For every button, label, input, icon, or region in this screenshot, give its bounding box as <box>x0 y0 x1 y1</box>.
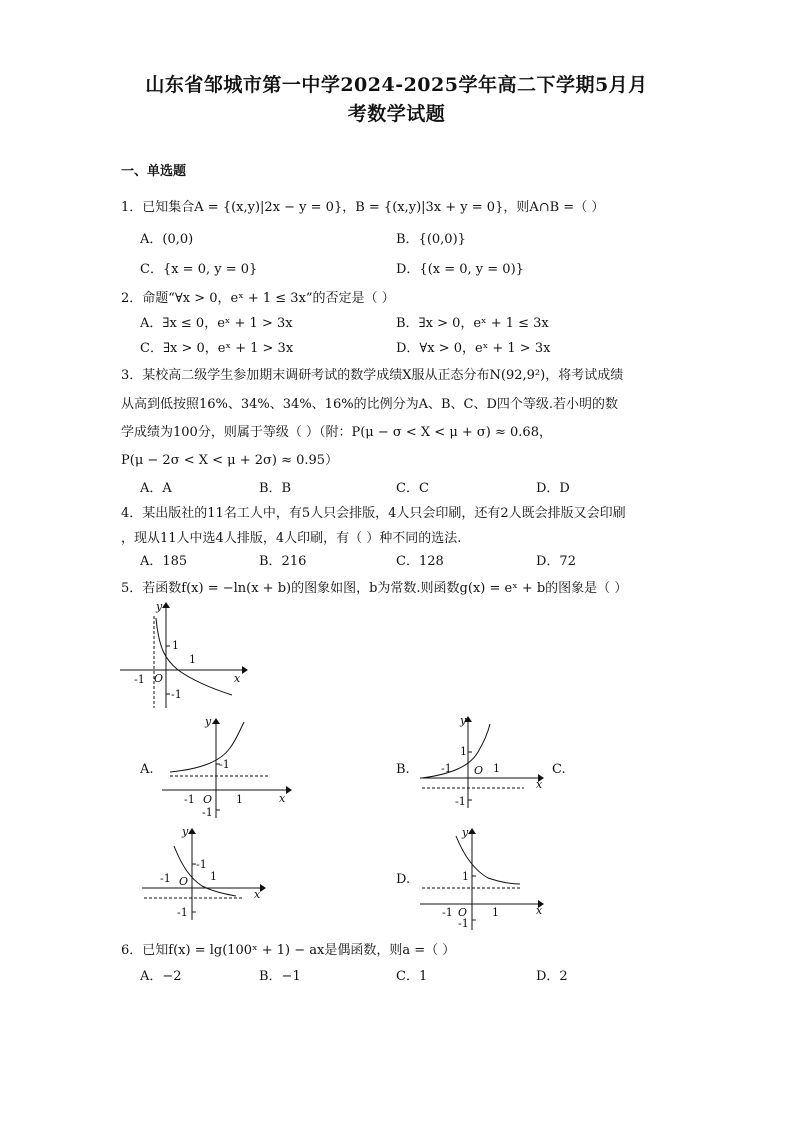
exam-title-line1: 山东省邹城市第一中学2024-2025学年高二下学期5月月 <box>145 74 648 96</box>
q2-option-b: B．∃x > 0，eˣ + 1 ≤ 3x <box>396 316 549 331</box>
q4-option-b: B．216 <box>259 554 307 569</box>
q6-option-b: B．−1 <box>259 969 301 984</box>
q5-a-y-neg-one: -1 <box>202 806 213 819</box>
q5-b-origin: O <box>474 764 484 777</box>
q5-d-y-one: 1 <box>462 870 469 883</box>
q5-d-x-neg-one: -1 <box>442 906 453 919</box>
q5-option-c-label: C. <box>552 762 566 777</box>
q5-a-x-neg-one: -1 <box>184 793 195 806</box>
q5-d-x-one: 1 <box>492 906 499 919</box>
q5-b-x-one: 1 <box>493 762 500 775</box>
q3-line4: P(μ − 2σ < X < μ + 2σ) ≈ 0.95） <box>121 453 339 468</box>
q5-option-b-graph <box>418 712 548 812</box>
q1-stem: 1．已知集合A = {(x,y)|2x − y = 0}，B = {(x,y)|3x + y = 0}，则A∩B =（ ） <box>121 200 605 215</box>
q5-c-origin: O <box>179 875 189 888</box>
q2-option-a: A．∃x ≤ 0，eˣ + 1 > 3x <box>140 316 293 331</box>
q5-d-y-label: y <box>462 826 469 839</box>
q2-option-c: C．∃x > 0，eˣ + 1 > 3x <box>140 341 294 356</box>
q4-option-d: D．72 <box>536 554 576 569</box>
q5-a-y-label: y <box>205 715 212 728</box>
q5-option-d-graph <box>418 822 548 932</box>
q1-option-a: A．(0,0) <box>140 232 194 247</box>
q3-line3: 学成绩为100分，则属于等级（ ）（附：P(μ − σ < X < μ + σ) ≈ 0.68， <box>121 425 552 440</box>
q5-main-x-neg-one: -1 <box>134 673 145 686</box>
q5-c-x-neg-one: -1 <box>160 872 171 885</box>
q1-option-d: D．{(x = 0, y = 0)} <box>396 262 524 277</box>
q6-stem: 6．已知f(x) = lg(100ˣ + 1) − ax是偶函数，则a =（ ） <box>121 943 456 958</box>
q5-main-y-one: 1 <box>172 639 179 652</box>
q4-line1: 4．某出版社的11名工人中，有5人只会排版，4人只会印刷，还有2人既会排版又会印刷 <box>121 506 626 521</box>
q5-d-y-neg-one: -1 <box>458 917 469 930</box>
q6-option-d: D．2 <box>536 969 568 984</box>
q5-main-origin: O <box>154 672 164 685</box>
q5-option-d-label: D. <box>396 872 411 887</box>
q5-d-origin: O <box>458 906 468 919</box>
q3-line1: 3．某校高二级学生参加期末调研考试的数学成绩X服从正态分布N(92,9²)，将考试成绩 <box>121 368 624 383</box>
q5-b-x-label: x <box>536 778 543 791</box>
q3-option-a: A．A <box>140 481 172 496</box>
q5-stem: 5．若函数f(x) = −ln(x + b)的图象如图，b为常数.则函数g(x) = eˣ + b的图象是（ ） <box>121 581 628 596</box>
q3-option-c: C．C <box>396 481 429 496</box>
q5-a-x-one: 1 <box>236 793 243 806</box>
q4-option-a: A．185 <box>140 554 188 569</box>
q5-b-y-one: 1 <box>460 745 467 758</box>
q5-a-origin: O <box>203 793 213 806</box>
q4-option-c: C．128 <box>396 554 444 569</box>
q5-c-y-one: -1 <box>196 858 207 871</box>
q3-option-b: B．B <box>259 481 292 496</box>
q5-option-a-label: A. <box>140 762 154 777</box>
q5-c-y-label: y <box>182 825 189 838</box>
q5-a-x-label: x <box>279 792 286 805</box>
q5-main-y-label: y <box>156 600 163 613</box>
q2-stem: 2．命题“∀x > 0，eˣ + 1 ≤ 3x”的否定是（ ） <box>121 291 395 306</box>
q4-line2: ，现从11人中选4人排版，4人印刷，有（ ）种不同的选法. <box>121 531 462 546</box>
q5-option-c-graph <box>140 822 270 922</box>
exam-title-line2: 考数学试题 <box>347 103 446 125</box>
q5-option-a-graph <box>160 712 295 822</box>
q5-c-x-label: x <box>254 888 261 901</box>
q5-main-graph <box>118 600 248 710</box>
q5-b-x-neg-one: -1 <box>441 762 452 775</box>
q5-main-y-neg-one: -1 <box>171 688 182 701</box>
q5-c-x-one: 1 <box>210 870 217 883</box>
q3-line2: 从高到低按照16%、34%、34%、16%的比例分为A、B、C、D四个等级.若小明的数 <box>121 397 619 412</box>
q5-b-y-label: y <box>460 714 467 727</box>
q3-option-d: D．D <box>536 481 570 496</box>
q5-main-x-one: 1 <box>189 653 196 666</box>
q5-b-y-neg-one: -1 <box>455 795 466 808</box>
q5-main-x-label: x <box>234 672 241 685</box>
q5-option-b-label: B. <box>396 762 410 777</box>
q2-option-d: D．∀x > 0，eˣ + 1 > 3x <box>396 341 551 356</box>
q1-option-c: C．{x = 0, y = 0} <box>140 262 258 277</box>
q6-option-a: A．−2 <box>140 969 182 984</box>
q5-c-y-neg-one: -1 <box>177 906 188 919</box>
section-heading: 一、单选题 <box>121 164 187 179</box>
q6-option-c: C．1 <box>396 969 428 984</box>
q5-d-x-label: x <box>536 904 543 917</box>
q5-a-y-one: -1 <box>219 758 230 771</box>
q1-option-b: B．{(0,0)} <box>396 232 466 247</box>
